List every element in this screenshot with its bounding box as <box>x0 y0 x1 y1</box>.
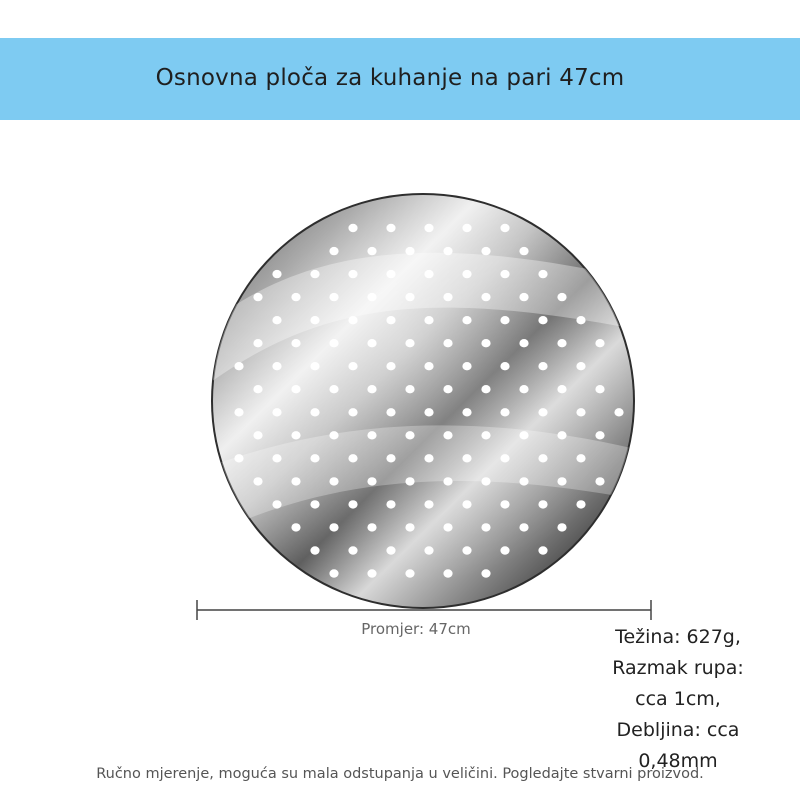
perforation-hole <box>557 431 566 439</box>
perforation-hole <box>519 385 528 393</box>
perforation-hole <box>348 500 357 508</box>
perforation-hole <box>462 270 471 278</box>
perforation-hole <box>310 362 319 370</box>
spec-line: Težina: 627g, <box>615 626 741 648</box>
perforation-hole <box>443 477 452 485</box>
perforation-hole <box>253 477 262 485</box>
perforation-hole <box>576 362 585 370</box>
perforation-hole <box>405 477 414 485</box>
perforation-hole <box>500 224 509 232</box>
perforation-hole <box>405 431 414 439</box>
perforation-hole <box>424 270 433 278</box>
perforation-hole <box>481 569 490 577</box>
spec-line: 0,48mm <box>638 750 718 772</box>
perforation-hole <box>367 385 376 393</box>
perforation-hole <box>348 454 357 462</box>
perforation-hole <box>443 523 452 531</box>
perforation-hole <box>462 316 471 324</box>
perforation-hole <box>329 293 338 301</box>
perforation-hole <box>462 408 471 416</box>
perforation-hole <box>576 316 585 324</box>
perforation-hole <box>386 546 395 554</box>
perforation-hole <box>234 454 243 462</box>
perforation-hole <box>310 500 319 508</box>
perforation-hole <box>462 362 471 370</box>
perforation-hole <box>310 270 319 278</box>
perforation-hole <box>367 247 376 255</box>
perforation-hole <box>405 339 414 347</box>
perforation-hole <box>443 569 452 577</box>
perforation-hole <box>576 454 585 462</box>
perforation-hole <box>234 408 243 416</box>
perforation-hole <box>500 270 509 278</box>
perforation-hole <box>538 270 547 278</box>
perforation-hole <box>348 270 357 278</box>
perforation-hole <box>538 362 547 370</box>
perforation-hole <box>253 293 262 301</box>
perforation-hole <box>481 339 490 347</box>
perforation-hole <box>538 546 547 554</box>
perforation-hole <box>386 500 395 508</box>
perforation-hole <box>614 408 623 416</box>
perforation-hole <box>500 408 509 416</box>
perforation-hole <box>424 546 433 554</box>
perforation-hole <box>538 408 547 416</box>
perforation-hole <box>576 500 585 508</box>
perforation-hole <box>424 500 433 508</box>
perforation-hole <box>557 477 566 485</box>
perforation-hole <box>310 546 319 554</box>
spec-line: cca 1cm, <box>635 688 721 710</box>
perforation-hole <box>481 385 490 393</box>
perforation-hole <box>348 408 357 416</box>
perforation-hole <box>405 385 414 393</box>
specifications <box>588 622 768 777</box>
perforation-hole <box>405 247 414 255</box>
perforation-hole <box>310 316 319 324</box>
perforation-hole <box>481 523 490 531</box>
perforation-hole <box>424 454 433 462</box>
perforation-hole <box>500 500 509 508</box>
perforation-hole <box>481 293 490 301</box>
perforation-hole <box>329 339 338 347</box>
perforation-hole <box>310 454 319 462</box>
perforation-hole <box>519 293 528 301</box>
perforation-hole <box>519 431 528 439</box>
perforation-hole <box>291 385 300 393</box>
perforation-hole <box>595 477 604 485</box>
page-title: Osnovna ploča za kuhanje na pari 47cm <box>155 65 625 91</box>
perforation-hole <box>253 385 262 393</box>
perforation-hole <box>329 431 338 439</box>
perforation-hole <box>348 316 357 324</box>
perforation-hole <box>538 454 547 462</box>
perforation-hole <box>291 523 300 531</box>
perforation-hole <box>272 500 281 508</box>
perforation-hole <box>329 385 338 393</box>
perforation-hole <box>424 408 433 416</box>
measurement-disclaimer: Ručno mjerenje, moguća su mala odstupanja u veličini. Pogledajte stvarni proizvod. <box>96 766 704 782</box>
perforation-hole <box>519 477 528 485</box>
perforation-hole <box>500 316 509 324</box>
perforation-hole <box>557 385 566 393</box>
perforation-hole <box>443 385 452 393</box>
perforation-hole <box>481 431 490 439</box>
perforation-hole <box>481 477 490 485</box>
perforation-hole <box>348 224 357 232</box>
perforation-hole <box>367 339 376 347</box>
perforation-hole <box>576 408 585 416</box>
perforation-hole <box>595 385 604 393</box>
perforation-hole <box>405 569 414 577</box>
perforation-hole <box>272 362 281 370</box>
perforation-hole <box>462 454 471 462</box>
spec-line: Razmak rupa: <box>612 657 744 679</box>
perforation-hole <box>348 546 357 554</box>
perforation-hole <box>329 523 338 531</box>
perforation-hole <box>291 293 300 301</box>
perforation-hole <box>538 316 547 324</box>
perforation-hole <box>519 247 528 255</box>
perforation-hole <box>234 362 243 370</box>
perforation-hole <box>367 477 376 485</box>
perforation-hole <box>405 293 414 301</box>
perforation-hole <box>310 408 319 416</box>
perforation-hole <box>348 362 357 370</box>
perforation-hole <box>367 431 376 439</box>
perforation-hole <box>386 362 395 370</box>
perforation-hole <box>386 270 395 278</box>
perforation-hole <box>443 293 452 301</box>
perforation-hole <box>272 316 281 324</box>
perforation-hole <box>386 408 395 416</box>
perforation-hole <box>595 431 604 439</box>
perforation-hole <box>519 523 528 531</box>
perforation-hole <box>253 339 262 347</box>
perforation-hole <box>500 362 509 370</box>
perforation-hole <box>557 339 566 347</box>
perforation-hole <box>272 454 281 462</box>
perforation-hole <box>291 477 300 485</box>
perforation-hole <box>595 339 604 347</box>
perforation-hole <box>519 339 528 347</box>
perforation-hole <box>462 224 471 232</box>
perforation-hole <box>272 270 281 278</box>
perforation-hole <box>367 293 376 301</box>
diameter-label: Promjer: 47cm <box>361 620 471 638</box>
perforation-hole <box>500 546 509 554</box>
perforation-hole <box>462 546 471 554</box>
perforation-hole <box>557 523 566 531</box>
perforation-hole <box>386 454 395 462</box>
perforation-hole <box>329 477 338 485</box>
perforation-hole <box>367 523 376 531</box>
perforation-hole <box>253 431 262 439</box>
perforation-hole <box>329 569 338 577</box>
perforation-hole <box>386 316 395 324</box>
perforation-hole <box>329 247 338 255</box>
perforation-hole <box>405 523 414 531</box>
perforation-hole <box>424 362 433 370</box>
perforation-hole <box>481 247 490 255</box>
perforation-hole <box>424 224 433 232</box>
perforation-hole <box>462 500 471 508</box>
steamer-plate-icon <box>200 193 640 609</box>
perforation-hole <box>500 454 509 462</box>
perforation-hole <box>557 293 566 301</box>
perforation-hole <box>424 316 433 324</box>
perforation-hole <box>443 339 452 347</box>
perforation-hole <box>291 339 300 347</box>
perforation-hole <box>386 224 395 232</box>
perforation-hole <box>443 247 452 255</box>
perforation-hole <box>367 569 376 577</box>
spec-line: Debljina: cca <box>616 719 740 741</box>
perforation-hole <box>538 500 547 508</box>
perforation-hole <box>443 431 452 439</box>
perforation-hole <box>272 408 281 416</box>
perforation-hole <box>291 431 300 439</box>
